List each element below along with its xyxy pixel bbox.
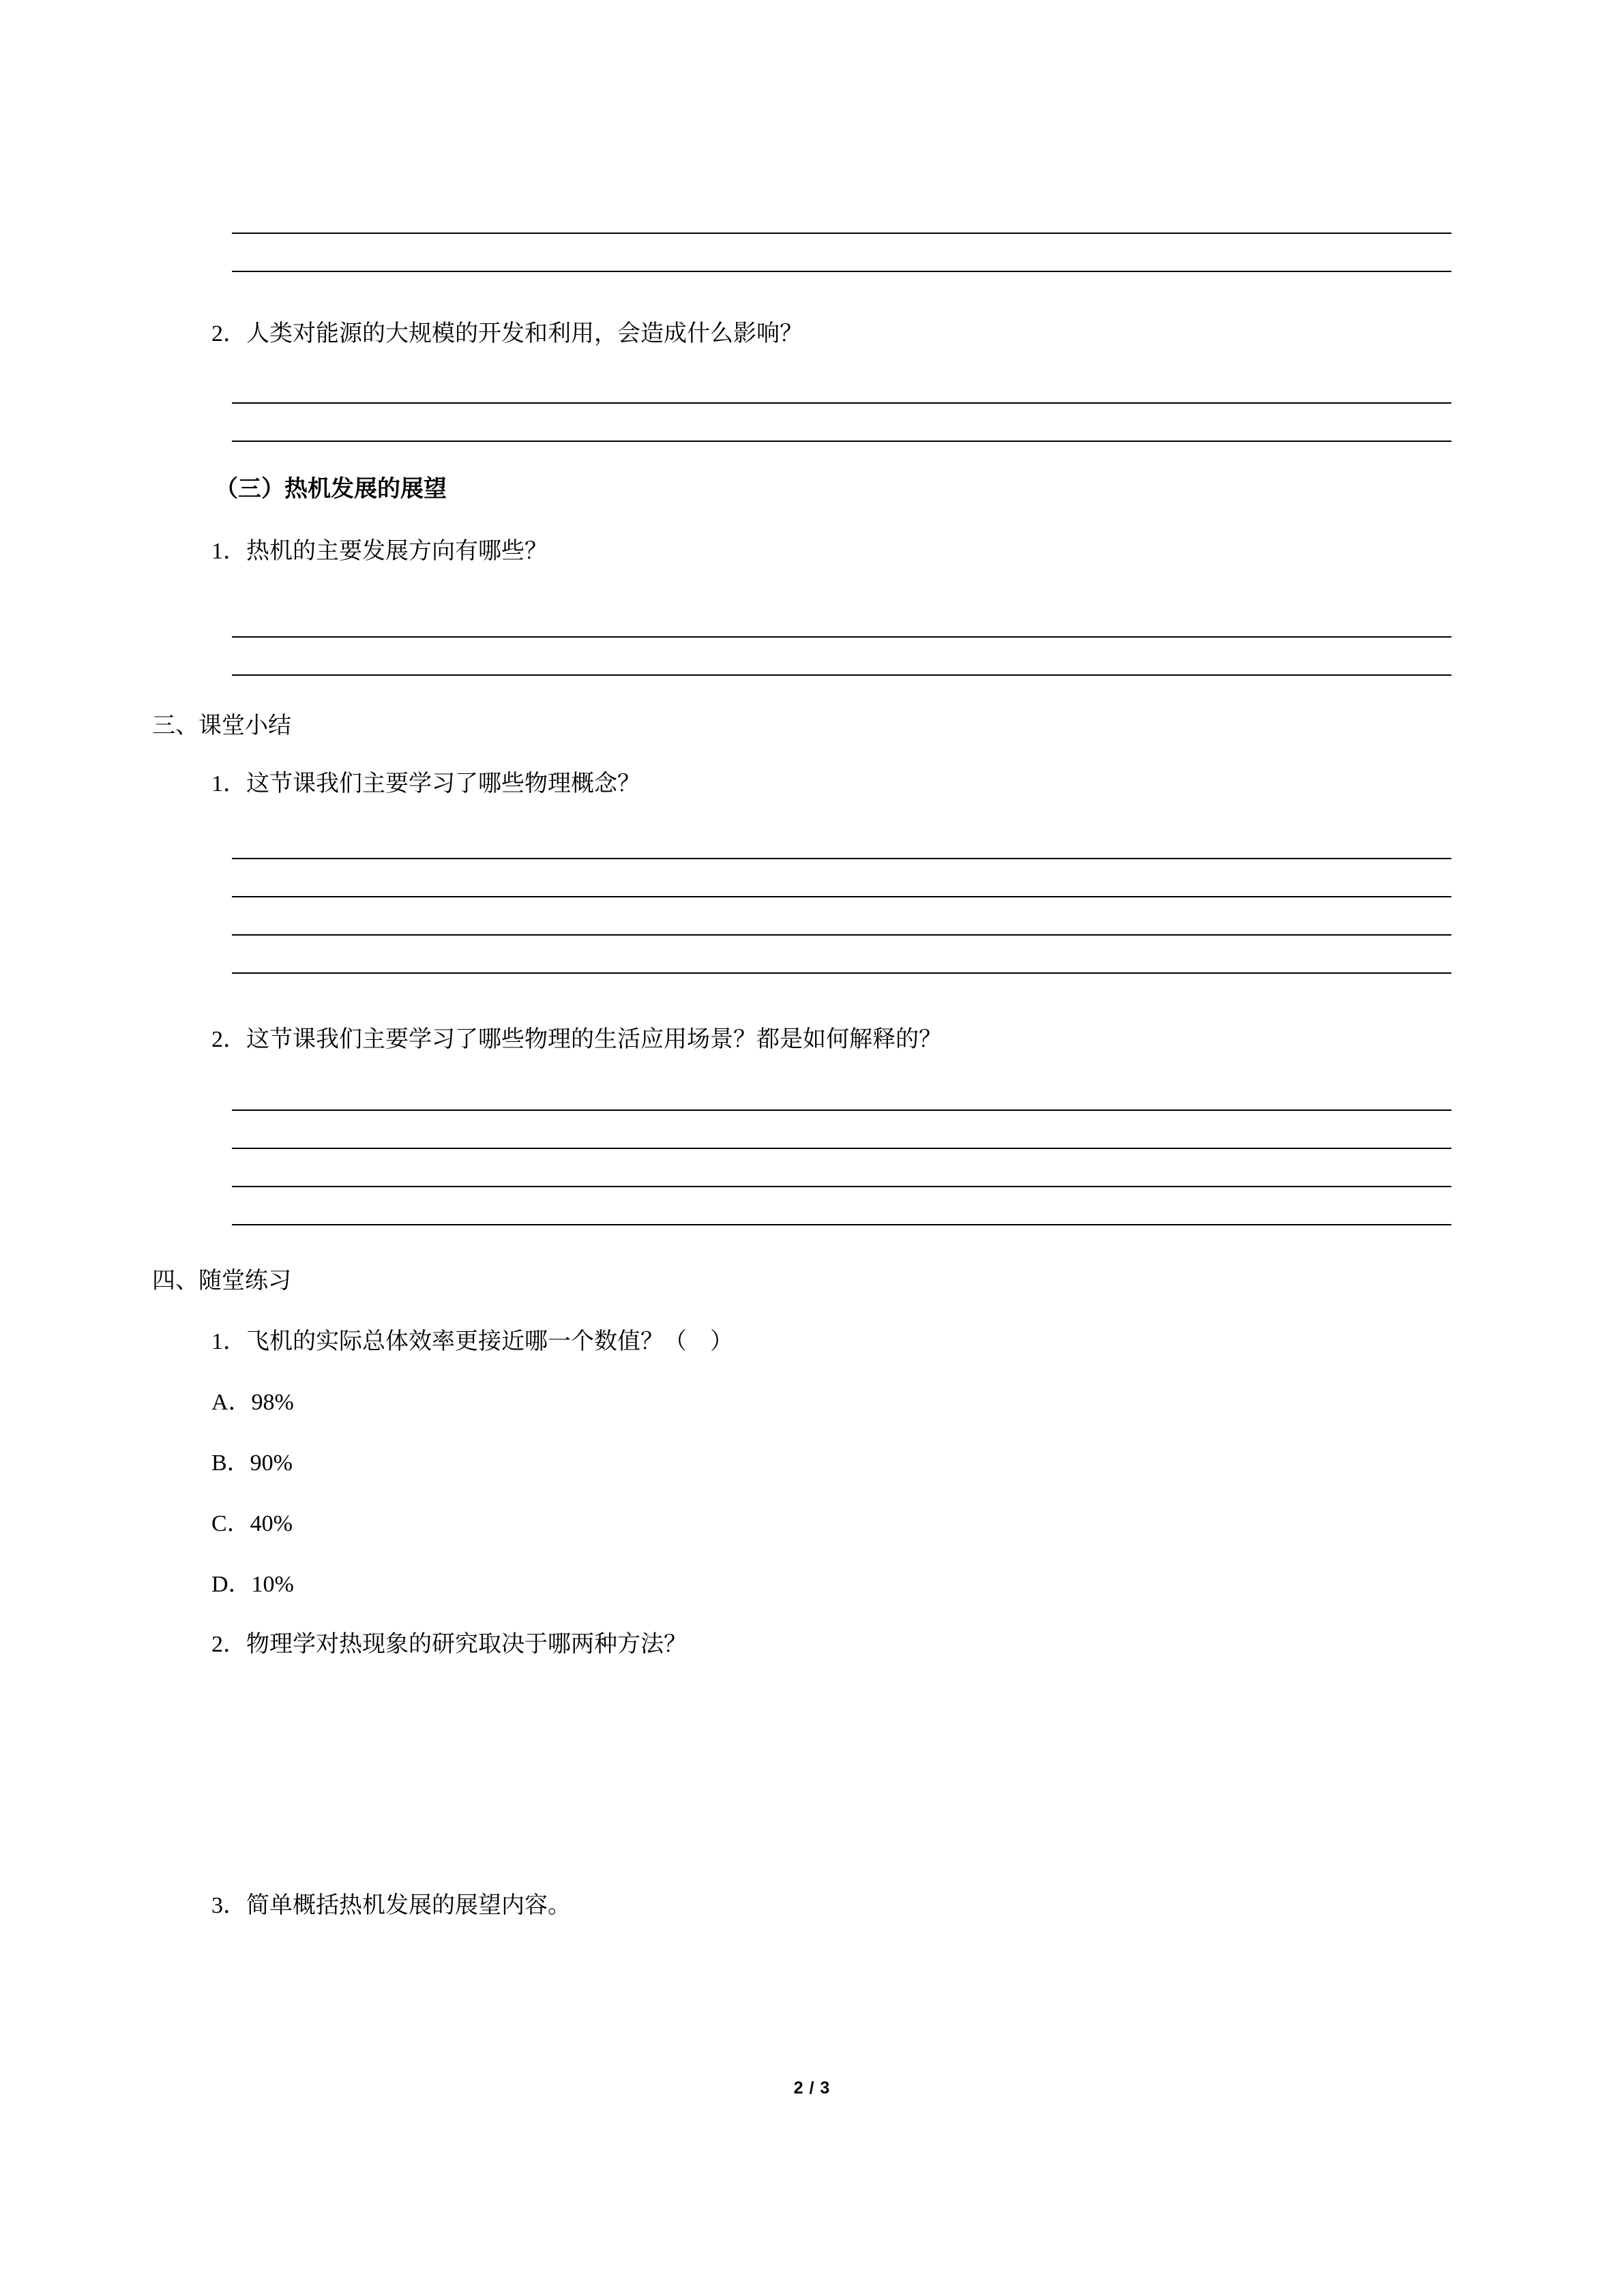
answer-line (232, 859, 1451, 897)
answer-line (232, 936, 1451, 974)
question-practice-efficiency: 1．飞机的实际总体效率更接近哪一个数值？（ ） (211, 1329, 733, 1354)
section-class-summary: 三、课堂小结 (152, 713, 291, 739)
section-class-practice: 四、随堂练习 (152, 1268, 291, 1294)
question-engine-directions: 1．热机的主要发展方向有哪些？ (211, 539, 548, 564)
question-summary-concepts: 1．这节课我们主要学习了哪些物理概念？ (211, 771, 640, 796)
question-practice-methods: 2．物理学对热现象的研究取决于哪两种方法？ (211, 1632, 687, 1657)
question-practice-outlook: 3．简单概括热机发展的展望内容。 (211, 1893, 571, 1918)
answer-line (232, 599, 1451, 638)
answer-line (232, 196, 1451, 234)
heading-engine-outlook: （三）热机发展的展望 (215, 477, 447, 502)
answer-line (232, 1111, 1451, 1149)
answer-line (232, 1073, 1451, 1111)
answer-line (232, 638, 1451, 676)
page-number: 2 / 3 (793, 2078, 831, 2098)
question-energy-impact: 2．人类对能源的大规模的开发和利用，会造成什么影响？ (211, 321, 803, 346)
answer-line (232, 1149, 1451, 1187)
option-d: D．10% (211, 1572, 294, 1597)
answer-line (232, 366, 1451, 404)
question-summary-applications: 2．这节课我们主要学习了哪些物理的生活应用场景？都是如何解释的？ (211, 1027, 942, 1052)
option-a: A．98% (211, 1390, 294, 1415)
option-b: B．90% (211, 1450, 293, 1476)
answer-line (232, 897, 1451, 936)
option-c: C．40% (211, 1511, 293, 1536)
answer-line (232, 234, 1451, 272)
answer-line (232, 821, 1451, 859)
answer-line (232, 1187, 1451, 1225)
answer-line (232, 404, 1451, 442)
